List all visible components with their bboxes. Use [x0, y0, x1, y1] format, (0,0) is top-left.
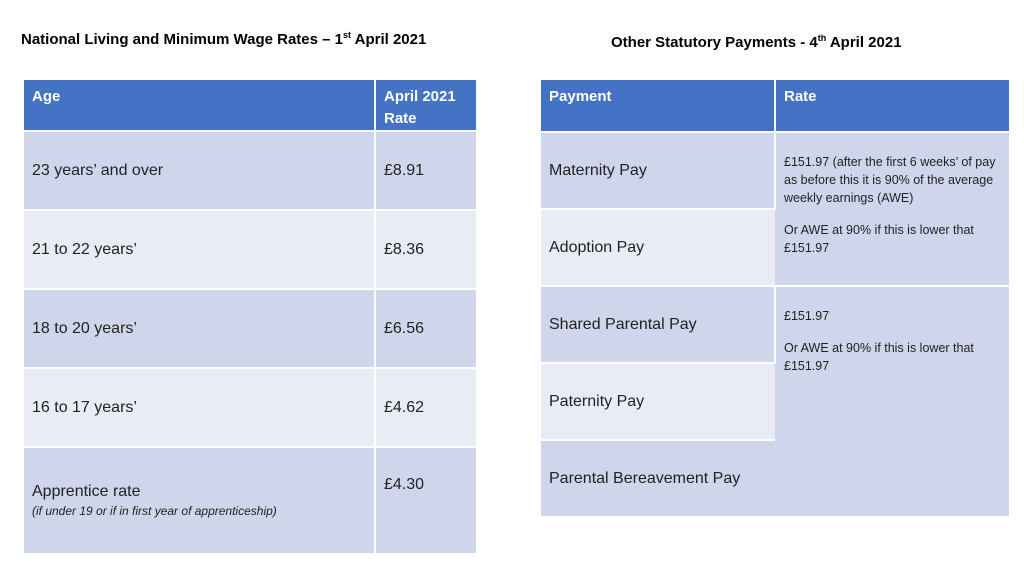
- table-row: [24, 131, 476, 210]
- apprentice-note: (if under 19 or if in first year of apprenticeship): [32, 504, 277, 518]
- age-cell: [24, 447, 375, 554]
- rate-cell: £8.91: [375, 131, 476, 210]
- table-row: [24, 447, 476, 554]
- age-cell: 23 years’ and over: [24, 131, 375, 210]
- rate-group-1-cell: [775, 132, 1009, 286]
- rate-header: Rate: [775, 80, 1009, 132]
- payment-header: Payment: [541, 80, 775, 132]
- age-header: Age: [24, 80, 375, 131]
- wage-rates-table: [24, 80, 476, 555]
- age-cell: 16 to 17 years’: [24, 368, 375, 447]
- rate-group-1-text: £151.97 (after the first 6 weeks’ of pay as before this it is 90% of the average weekly earnings (AWE): [784, 155, 996, 205]
- age-cell: 18 to 20 years’: [24, 289, 375, 368]
- table-header-row: [24, 80, 476, 131]
- left-table-title: National Living and Minimum Wage Rates – 1st April 2021: [21, 30, 427, 48]
- table-row: [541, 132, 1009, 209]
- payment-cell: Shared Parental Pay: [541, 286, 775, 363]
- rate-group-2-alt: Or AWE at 90% if this is lower that £151.97: [784, 341, 974, 373]
- age-cell: 21 to 22 years’: [24, 210, 375, 289]
- rate-cell: £4.30: [375, 447, 476, 554]
- rate-group-2-cell: [775, 286, 1009, 517]
- table-row: [541, 286, 1009, 363]
- rate-group-2-text: £151.97: [784, 309, 830, 323]
- table-row: [24, 368, 476, 447]
- rate-cell: £8.36: [375, 210, 476, 289]
- rate-group-1-alt: Or AWE at 90% if this is lower that £151.97: [784, 223, 974, 255]
- statutory-payments-table: [541, 80, 1009, 518]
- rate-header: April 2021 Rate: [375, 80, 476, 131]
- apprentice-label: Apprentice rate: [32, 483, 141, 500]
- payment-cell: Maternity Pay: [541, 132, 775, 209]
- table-header-row: [541, 80, 1009, 132]
- table-row: [24, 210, 476, 289]
- rate-cell: £6.56: [375, 289, 476, 368]
- payment-cell: Paternity Pay: [541, 363, 775, 440]
- payment-cell: Adoption Pay: [541, 209, 775, 286]
- payment-cell: Parental Bereavement Pay: [541, 440, 775, 517]
- right-table-title: Other Statutory Payments - 4th April 2021: [611, 33, 902, 51]
- table-row: [24, 289, 476, 368]
- rate-cell: £4.62: [375, 368, 476, 447]
